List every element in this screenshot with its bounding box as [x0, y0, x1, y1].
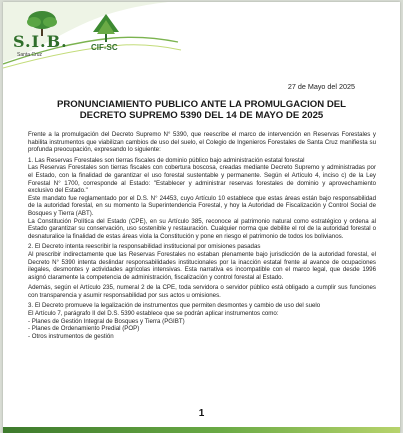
page-number: 1 [198, 408, 205, 419]
intro-paragraph: Frente a la promulgación del Decreto Supremo N° 5390, que reescribe el marco de intervención en Reservas Forestales y habilita instrumentos que viabilizan cambios de uso del suelo, el Colegio de Ingenieros Forestales de Santa Cruz manifiesta su profunda preocupación, expresando lo siguiente: [28, 131, 376, 154]
sib-logo-text: S.I.B. [13, 32, 68, 51]
section-3-heading: 3. El Decreto promueve la legalización de instrumentos que permiten desmontes y cambio de uso del suelo [28, 302, 321, 310]
section-1-paragraph-c: La Constitución Política del Estado (CPE), en su Artículo 385, reconoce al patrimonio natural como estratégico y ordena al Estado garantizar su conservación, uso sostenible y restauración. Cualquier norma que debilite el rol de la autoridad forestal o desnaturalice la finalidad de estas áreas viola la Constitución y pone en riesgo el patrimonio de todos los bolivianos. [28, 217, 376, 240]
sib-logo-subtext: Santa Cruz [17, 52, 43, 58]
footer-color-strip [3, 427, 400, 433]
list-item: - Planes de Ordenamiento Predial (POP) [28, 325, 140, 333]
title-line-1: PRONUNCIAMIENTO PUBLICO ANTE LA PROMULGACION DEL [56, 99, 347, 110]
section-2-paragraph-b: Además, según el Artículo 235, numeral 2 de la CPE, toda servidora o servidor público está obligado a cumplir sus funciones con transparencia y asumir responsabilidad por sus actos u omisiones. [28, 284, 376, 299]
section-2-paragraph-a: Al prescribir indirectamente que las Reservas Forestales no estaban plenamente bajo jurisdicción de la autoridad forestal, el Decreto N° 5390 intenta deslindar responsabilidades institucionales por la inacción estatal frente al avance de ocupaciones ilegales, desmontes y actividades agrícolas intensivas. Esta narrativa es incompatible con el marco legal, que desde 1996 asignó claramente la competencia de administración, fiscalización y control forestal al Estado. [28, 250, 376, 281]
document-body [28, 131, 376, 340]
document-date: 27 de Mayo del 2025 [287, 82, 355, 91]
section-1-paragraph-b: Este mandato fue reglamentado por el D.S. N° 24453, cuyo Artículo 10 establece que estas áreas están bajo responsabilidad de la autoridad forestal, en su momento la Superintendencia Forestal, y hoy la Autoridad de Fiscalización y Control Social de Bosques y Tierra (ABT). [28, 194, 376, 217]
document-title [23, 100, 380, 121]
cifsc-logo-text: CIF-SC [91, 43, 118, 52]
section-1-heading: 1. Las Reservas Forestales son tierras fiscales de dominio público bajo administración estatal forestal [28, 156, 305, 164]
cifsc-tree-logo-icon [89, 12, 123, 42]
section-3-paragraph-a: El Artículo 7, parágrafo II del D.S. 5390 establece que se podrán aplicar instrumentos como: [28, 310, 279, 318]
list-item: - Planes de Gestión Integral de Bosques y Tierra (PGIBT) [28, 317, 185, 325]
document-page [3, 2, 400, 433]
section-1-paragraph-a: Las Reservas Forestales son tierras fiscales con cobertura boscosa, creadas mediante Decreto Supremo y administradas por el Estado, con la finalidad de garantizar el uso forestal sustentable y permanente. Según el Artículo 4, inciso c) de la Ley Forestal N° 1700, corresponde al Estado: "Establecer y administrar reservas forestales de dominio y aprovechamiento exclusivo del Estado." [28, 164, 376, 195]
title-line-2: DECRETO SUPREMO 5390 DEL 14 DE MAYO DE 2025 [79, 109, 324, 121]
section-2-heading: 2. El Decreto intenta reescribir la responsabilidad institucional por omisiones pasadas [28, 243, 261, 251]
list-item: - Otros instrumentos de gestión [28, 332, 114, 340]
